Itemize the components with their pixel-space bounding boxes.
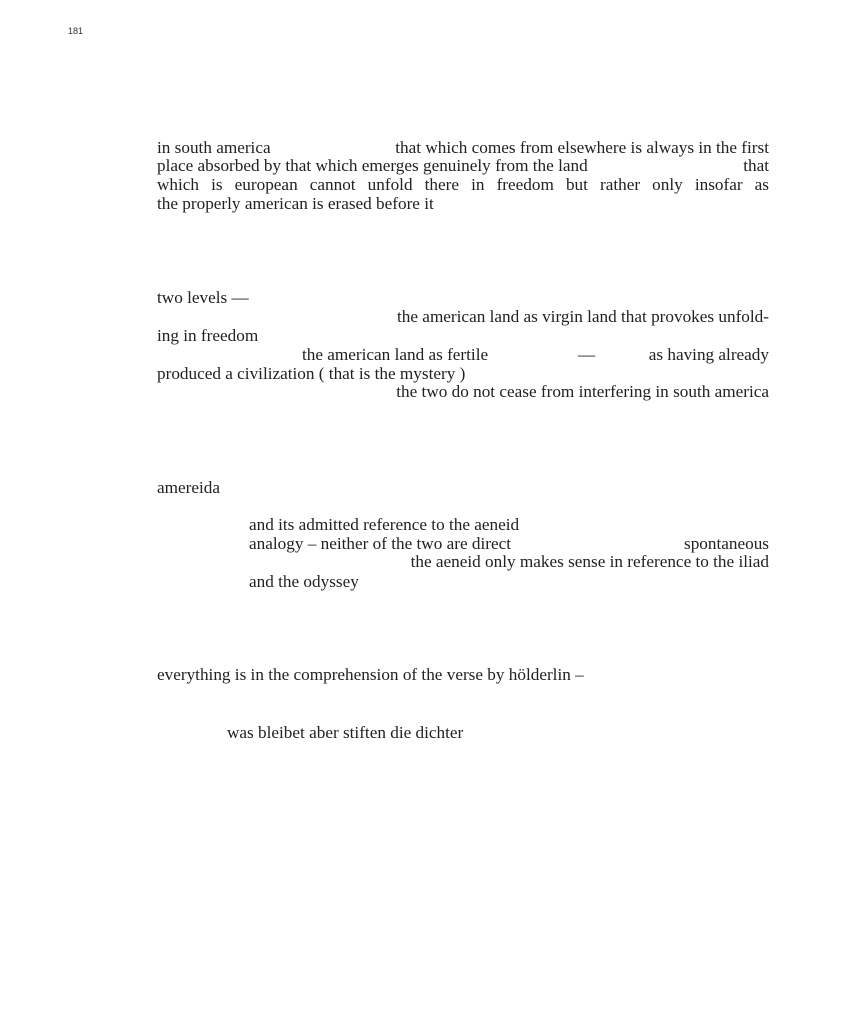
paragraph1-line1-start: in south america (157, 138, 271, 157)
paragraph1-line3: which is european cannot unfold there in freedom but rather only insofar as (157, 175, 769, 194)
amereida-line2-end: spontaneous (684, 534, 769, 553)
two-levels-line3-end: as having already (648, 345, 769, 364)
amereida-line4: and the odyssey (249, 572, 359, 591)
two-levels-line3-start: the american land as fertile (302, 345, 489, 364)
holderlin-quote: was bleibet aber stiften die dichter (227, 723, 464, 742)
two-levels-line3-dash: — (578, 345, 596, 364)
amereida-line3: the aeneid only makes sense in reference to the iliad (410, 552, 769, 571)
amereida-line2-start: analogy – neither of the two are direct (249, 534, 512, 553)
paragraph1-line2-start: place absorbed by that which emerges genuinely from the land (157, 156, 588, 175)
two-levels-line1: the american land as virgin land that provokes unfold- (397, 307, 769, 326)
amereida-heading: amereida (157, 478, 220, 497)
paragraph1-line1-end: that which comes from elsewhere is always in the first (395, 138, 769, 157)
paragraph1-line2-end: that (743, 156, 769, 175)
two-levels-line2: ing in freedom (157, 326, 259, 345)
paragraph1-line4: the properly american is erased before it (157, 194, 434, 213)
two-levels-line5: the two do not cease from interfering in south america (396, 382, 769, 401)
two-levels-line4: produced a civilization ( that is the mystery ) (157, 364, 466, 383)
amereida-line1: and its admitted reference to the aeneid (249, 515, 520, 534)
page-number: 181 (68, 26, 84, 36)
holderlin-line: everything is in the comprehension of the verse by hölderlin – (157, 665, 584, 684)
two-levels-heading: two levels — (157, 288, 249, 307)
